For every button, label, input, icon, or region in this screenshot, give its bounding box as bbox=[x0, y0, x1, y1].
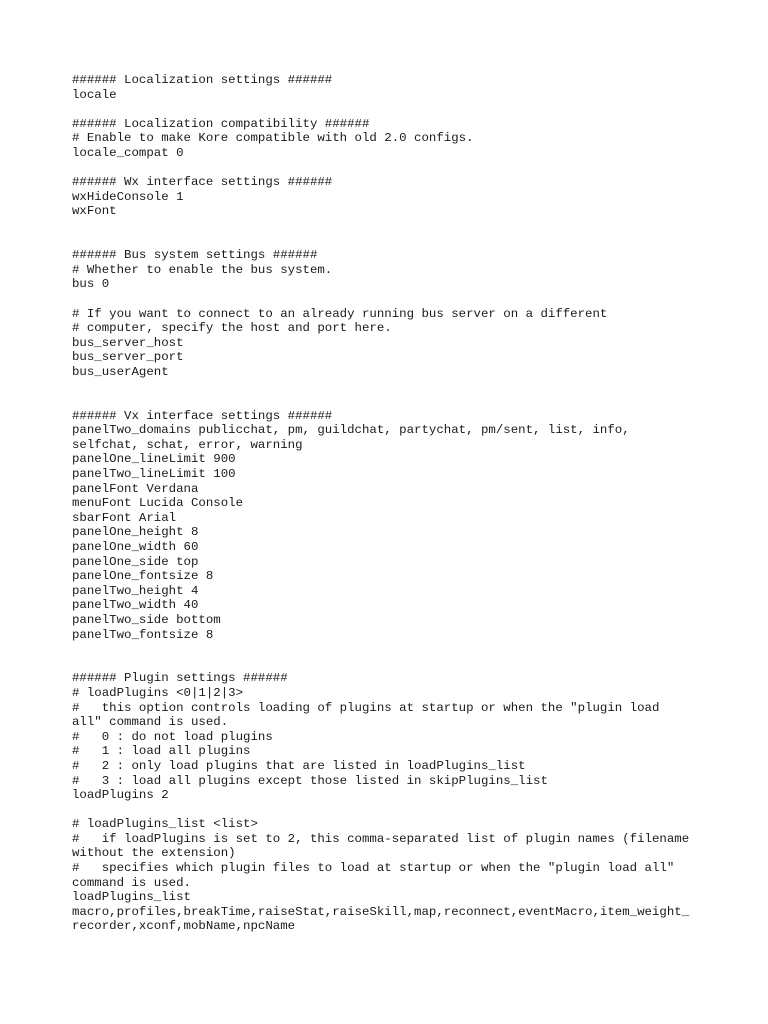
config-line: selfchat, schat, error, warning bbox=[72, 437, 303, 452]
section-heading: ###### Vx interface settings ###### bbox=[72, 408, 333, 423]
config-line: panelOne_side top bbox=[72, 554, 199, 569]
config-line: panelOne_lineLimit 900 bbox=[72, 452, 236, 467]
config-line: recorder,xconf,mobName,npcName bbox=[72, 919, 296, 934]
config-document bbox=[72, 73, 732, 934]
blank-line bbox=[72, 234, 732, 249]
config-line: bus_server_port bbox=[72, 350, 184, 365]
config-line: wxFont bbox=[72, 204, 117, 219]
config-line: bus_server_host bbox=[72, 335, 184, 350]
comment-line: # specifies which plugin files to load at startup or when the "plugin load all" bbox=[72, 861, 675, 876]
comment-line: # if loadPlugins is set to 2, this comma-separated list of plugin names (filename bbox=[72, 831, 690, 846]
comment-line: # 1 : load all plugins bbox=[72, 744, 251, 759]
config-line: sbarFont Arial bbox=[72, 510, 177, 525]
comment-line: # loadPlugins <0|1|2|3> bbox=[72, 685, 244, 700]
blank-line bbox=[72, 102, 732, 117]
config-line: panelFont Verdana bbox=[72, 481, 199, 496]
config-line: panelOne_fontsize 8 bbox=[72, 569, 214, 584]
comment-line: # 0 : do not load plugins bbox=[72, 729, 273, 744]
config-line: panelOne_height 8 bbox=[72, 525, 199, 540]
config-line: panelTwo_side bottom bbox=[72, 612, 221, 627]
comment-line: # this option controls loading of plugins at startup or when the "plugin load bbox=[72, 700, 660, 715]
config-line: bus_userAgent bbox=[72, 364, 169, 379]
comment-line: # 2 : only load plugins that are listed in loadPlugins_list bbox=[72, 758, 526, 773]
config-line: locale_compat 0 bbox=[72, 145, 184, 160]
config-line: bus 0 bbox=[72, 277, 110, 292]
blank-line bbox=[72, 292, 732, 307]
config-line: panelTwo_width 40 bbox=[72, 598, 199, 613]
config-line: wxHideConsole 1 bbox=[72, 189, 184, 204]
blank-line bbox=[72, 219, 732, 234]
comment-line: # If you want to connect to an already running bus server on a different bbox=[72, 306, 608, 321]
blank-line bbox=[72, 379, 732, 394]
config-line: command is used. bbox=[72, 875, 191, 890]
config-line: all" command is used. bbox=[72, 715, 229, 730]
section-heading: ###### Bus system settings ###### bbox=[72, 248, 318, 263]
config-line: macro,profiles,breakTime,raiseStat,raiseSkill,map,reconnect,eventMacro,item_weight_ bbox=[72, 904, 690, 919]
config-line: panelTwo_fontsize 8 bbox=[72, 627, 214, 642]
comment-line: # computer, specify the host and port here. bbox=[72, 321, 392, 336]
section-heading: ###### Plugin settings ###### bbox=[72, 671, 288, 686]
comment-line: # Enable to make Kore compatible with old 2.0 configs. bbox=[72, 131, 474, 146]
section-heading: ###### Localization compatibility ###### bbox=[72, 116, 370, 131]
config-line: without the extension) bbox=[72, 846, 236, 861]
comment-line: # 3 : load all plugins except those listed in skipPlugins_list bbox=[72, 773, 548, 788]
config-line: panelTwo_height 4 bbox=[72, 583, 199, 598]
section-heading: ###### Localization settings ###### bbox=[72, 73, 333, 87]
config-line: menuFont Lucida Console bbox=[72, 496, 244, 511]
comment-line: # Whether to enable the bus system. bbox=[72, 262, 333, 277]
config-line: panelTwo_lineLimit 100 bbox=[72, 467, 236, 482]
config-line: loadPlugins_list bbox=[72, 890, 191, 905]
blank-line bbox=[72, 642, 732, 657]
config-line: panelTwo_domains publicchat, pm, guildchat, partychat, pm/sent, list, info, bbox=[72, 423, 630, 438]
blank-line bbox=[72, 161, 732, 176]
blank-line bbox=[72, 394, 732, 409]
comment-line: # loadPlugins_list <list> bbox=[72, 817, 258, 832]
config-line: locale bbox=[72, 87, 117, 102]
blank-line bbox=[72, 803, 732, 818]
blank-line bbox=[72, 657, 732, 672]
section-heading: ###### Wx interface settings ###### bbox=[72, 175, 333, 190]
config-line: loadPlugins 2 bbox=[72, 788, 169, 803]
config-line: panelOne_width 60 bbox=[72, 540, 199, 554]
